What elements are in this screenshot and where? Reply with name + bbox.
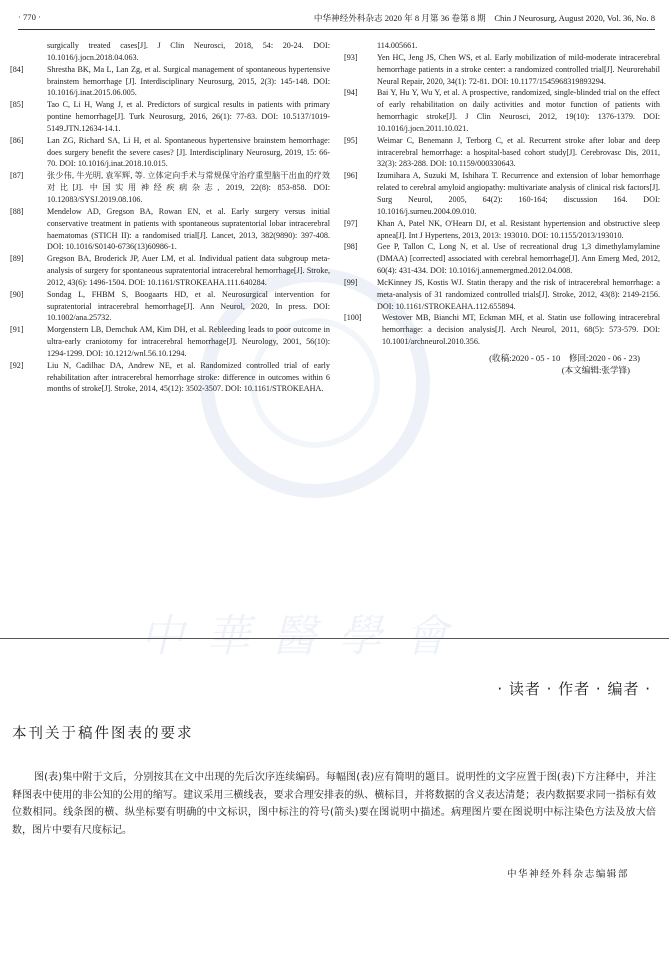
reference-item	[344, 312, 660, 348]
reference-text: McKinney JS, Kostis WJ. Statin therapy and the risk of intracerebral hemorrhage: a meta-analysis of 31 randomized controlled trials[J]. Stroke, 2012, 43(8): 2149-2156. DOI: 10.1161/STROKEAHA.112.655894.	[377, 277, 660, 311]
notice-body: 图(表)集中附于文后，分别按其在文中出现的先后次序连续编码。每幅图(表)应有简明的题目。说明性的文字应置于图(表)下方注释中，并注释图表中使用的非公知的公用的缩写。建议采用三横线表，要求合理安排表的纵、横标目，并将数据的含义表达清楚；表内数据要求同一指标有效位数相同。线条图的横、纵坐标要有明确的中文标识，图中标注的符号(箭头)要在图说明中描述。病理图片要在图说明中标注染色方法及放大倍数，图片中要有尺度标记。	[12, 772, 656, 836]
reference-text: 114.005661.	[377, 41, 418, 50]
reference-number: [97]	[344, 218, 358, 228]
reference-text: 张少伟, 牛光明, 袁军辉, 等. 立体定向手术与常规保守治疗重型脑干出血的疗效对比[J]. 中国实用神经疾病杂志, 2019, 22(8): 853-858. DOI: 10.12083/SYSJ.2019.08.106.	[47, 171, 330, 204]
reference-item	[10, 253, 330, 289]
reference-text: Izumihara A, Suzuki M, Ishihara T. Recurrence and extension of lobar hemorrhage related to cerebral amyloid angiopathy: multivariate analysis of clinical risk factors[J]. Surg Neurol, 2005, 64(2): 160-164; discussion 164. DOI: 10.1016/j.surneu.2004.09.010.	[377, 171, 660, 216]
reference-item	[344, 40, 660, 52]
editor-credit: (本文编辑:张学锋)	[561, 364, 630, 375]
reference-item	[344, 135, 660, 171]
reference-text: Khan A, Patel NK, O'Hearn DJ, et al. Resistant hypertension and obstructive sleep apnea[J]. Int J Hypertens, 2013, 2013: 193010. DOI: 10.1155/2013/193010.	[377, 218, 660, 240]
section-tag: · 读者 · 作者 · 编者 ·	[497, 680, 651, 698]
reference-text: surgically treated cases[J]. J Clin Neurosci, 2018, 54: 20-24. DOI: 10.1016/j.jocn.2018.04.063.	[47, 41, 330, 62]
journal-running-title: 中华神经外科杂志 2020 年 8 月第 36 卷第 8 期 Chin J Neurosurg, August 2020, Vol. 36, No. 8	[313, 13, 655, 23]
reference-text: Mendelow AD, Gregson BA, Rowan EN, et al. Early surgery versus initial conservative treatment in patients with spontaneous supratentorial lobar intracerebral haematomas (STICH II): a randomised trial[J]. Lancet, 2013, 382(9890): 397-408. DOI: 10.1016/S0140-6736(13)60986-1.	[47, 206, 330, 252]
reference-number: [90]	[10, 289, 24, 299]
watermark-text: 中華醫學會	[140, 611, 470, 662]
section-divider	[0, 638, 669, 639]
reference-item	[10, 360, 330, 396]
notice-signature: 中华神经外科杂志编辑部	[506, 869, 629, 880]
reference-item	[344, 218, 660, 242]
reference-text: Gregson BA, Broderick JP, Auer LM, et al. Individual patient data subgroup meta-analysis of surgery for spontaneous supratentorial intracerebral hemorrhage[J]. Stroke, 2012, 43(6): 1496-1504. DOI: 10.1161/STROKEAHA.111.640284.	[47, 254, 330, 287]
reference-text: Sondag L, FHBM S, Boogaarts HD, et al. Neurosurgical intervention for supratentorial intracerebral hemorrhage[J]. Ann Neurol, 2020, In press. DOI: 10.1002/ana.25732.	[47, 289, 330, 323]
references-left-column	[10, 40, 330, 395]
reference-item	[10, 64, 330, 100]
notice-title: 本刊关于稿件图表的要求	[12, 726, 194, 742]
reference-number: [89]	[10, 254, 24, 264]
page-number: · 770 ·	[18, 12, 41, 22]
reference-number: [91]	[10, 325, 24, 335]
reference-number: [93]	[344, 52, 358, 62]
reference-number: [92]	[10, 360, 24, 370]
reference-number: [96]	[344, 171, 358, 181]
reference-number: [87]	[10, 171, 24, 181]
reference-item	[10, 206, 330, 253]
reference-text: Morgenstern LB, Demchuk AM, Kim DH, et al. Rebleeding leads to poor outcome in ultra-early craniotomy for intracerebral hemorrhage[J]. Neurology, 2001, 56(10): 1294-1299. DOI: 10.1212/wnl.56.10.1294.	[47, 325, 330, 358]
reference-item	[10, 324, 330, 360]
reference-number: [88]	[10, 206, 24, 216]
received-dates: (收稿:2020 - 05 - 10 修回:2020 - 06 - 23)	[489, 352, 640, 363]
reference-text: Westover MB, Bianchi MT, Eckman MH, et al. Statin use following intracerebral hemorrhage: a decision analysis[J]. Arch Neurol, 2011, 68(5): 573-579. DOI: 10.1001/archneurol.2010.356.	[382, 313, 660, 347]
reference-text: Bai Y, Hu Y, Wu Y, et al. A prospective, randomized, single-blinded trial on the effect of early rehabilitation on daily activities and motor function of patients with hemorrhagic stroke[J]. J Clin Neurosci, 2012, 19(10): 1376-1379. DOI: 10.1016/j.jocn.2011.10.021.	[377, 88, 660, 133]
page-header	[18, 10, 655, 30]
reference-item	[10, 170, 330, 206]
reference-text: Lan ZG, Richard SA, Li H, et al. Spontaneous hypertensive brainstem hemorrhage: does surgery benefit the severe cases? [J]. Interdisciplinary Neurosurg, 2019, 15: 66-70. DOI: 10.1016/j.inat.2018.10.015.	[47, 135, 330, 169]
reference-number: [95]	[344, 135, 358, 145]
reference-text: Yen HC, Jeng JS, Chen WS, et al. Early mobilization of mild-moderate intracerebral hemorrhage patients in a stroke center: a randomized controlled trial[J]. Neurorehabil Neural Repair, 2020, 34(1): 72-81. DOI: 10.1177/1545968319893294.	[377, 52, 660, 86]
reference-text: Liu N, Cadilhac DA, Andrew NE, et al. Randomized controlled trial of early rehabilitation after intracerebral hemorrhage stroke: difference in outcomes within 6 months of stroke[J]. Stroke, 2014, 45(12): 3502-3507. DOI: 10.1161/STROKEAHA.	[47, 360, 330, 394]
reference-number: [100]	[344, 313, 362, 323]
reference-number: [85]	[10, 100, 24, 110]
reference-number: [86]	[10, 135, 24, 145]
reference-text: Shrestha BK, Ma L, Lan Zg, et al. Surgical management of spontaneous hypertensive brainstem hemorrhage [J]. Interdisciplinary Neurosurg, 2015, 2(3): 145-148. DOI: 10.1016/j.inat.2015.06.005.	[47, 64, 330, 98]
reference-number: [84]	[10, 64, 24, 74]
reference-item	[344, 241, 660, 277]
reference-item	[10, 135, 330, 171]
reference-text: Weimar C, Benemann J, Terborg C, et al. Recurrent stroke after lobar and deep intracerebral hemorrhage: a hospital-based cohort study[J]. Cerebrovasc Dis, 2011, 32(3): 283-288. DOI: 10.1159/000330643.	[377, 135, 660, 169]
references-right-column	[344, 40, 660, 376]
reference-number: [99]	[344, 277, 358, 287]
reference-text: Tao C, Li H, Wang J, et al. Predictors of surgical results in patients with primary pontine hemorrhage[J]. Turk Neurosurg, 2016, 26(1): 77-83. DOI: 10.5137/1019-5149.JTN.12634-14.1.	[47, 100, 330, 133]
reference-item	[344, 277, 660, 313]
reference-item	[10, 289, 330, 325]
reference-number: [98]	[344, 242, 358, 252]
reference-item	[344, 170, 660, 217]
reference-item	[10, 40, 330, 64]
reference-item	[344, 52, 660, 88]
reference-number: [94]	[344, 88, 358, 98]
reference-item	[344, 87, 660, 134]
reference-text: Gee P, Tallon C, Long N, et al. Use of recreational drug 1,3 dimethylamylamine (DMAA) [corrected] associated with cerebral hemorrhage[J]. Ann Emerg Med, 2012, 60(4): 431-434. DOI: 10.1016/j.annemergmed.2012.04.008.	[377, 242, 660, 276]
reference-item	[10, 99, 330, 135]
